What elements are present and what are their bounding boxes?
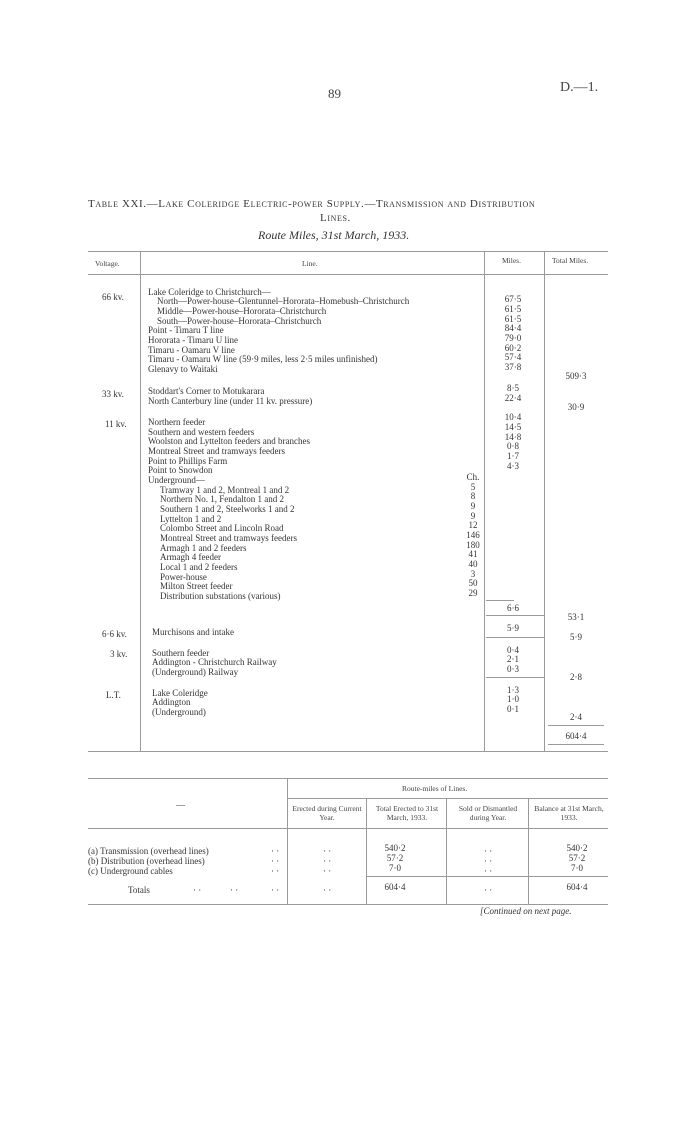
summary-row-label: (a) Transmission (overhead lines) xyxy=(88,846,209,856)
miles-cell: 14·8 xyxy=(504,432,522,442)
summary-row-label: (b) Distribution (overhead lines) xyxy=(88,856,205,866)
line-cell: Woolston and Lyttelton feeders and branches xyxy=(148,436,310,446)
line-cell: North—Power-house–Glentunnel–Hororata–Homebush–Christchurch xyxy=(157,296,410,306)
table-header-rule xyxy=(88,274,608,275)
total-erected-total-cell: 604·4 xyxy=(384,882,406,892)
erected-cell: · · xyxy=(323,856,332,866)
total-erected-cell: 540·2 xyxy=(384,843,406,853)
sold-dismantled-header: Sold or Dismantled during Year. xyxy=(458,804,518,822)
total-miles-header: Total Miles. xyxy=(552,256,589,265)
miles-cell: 61·5 xyxy=(504,304,522,314)
underground-miles: 6·6 xyxy=(507,603,519,613)
miles-cell: 1·3 xyxy=(507,685,519,695)
miles-cell: 2·1 xyxy=(507,654,519,664)
line-cell: Southern feeder xyxy=(152,648,210,658)
voltage-header: Voltage. xyxy=(95,259,120,268)
line-cell: Power-house xyxy=(160,572,207,582)
erected-total-cell: · · xyxy=(323,885,332,895)
voltage-cell: L.T. xyxy=(106,690,121,700)
total-miles-cell: 30·9 xyxy=(567,402,585,412)
grand-total-rule-bottom xyxy=(548,744,604,745)
erected-current-year-header: Erected during Current Year. xyxy=(292,804,362,822)
total-miles-cell: 5·9 xyxy=(570,632,582,642)
chains-cell: 146 xyxy=(466,530,480,540)
line-cell: Distribution substations (various) xyxy=(160,591,281,601)
miles-cell: 0·8 xyxy=(507,441,519,451)
total-miles-cell: 2·4 xyxy=(570,712,582,722)
chains-cell: 9 xyxy=(470,511,476,521)
miles-cell: 4·3 xyxy=(507,461,519,471)
grand-total-cell: 604·4 xyxy=(565,731,587,741)
page-number: 89 xyxy=(328,86,341,101)
summary-row-label: (c) Underground cables xyxy=(88,866,173,876)
miles-cell: 0·1 xyxy=(507,704,519,714)
line-cell: Lyttelton 1 and 2 xyxy=(160,514,222,524)
chains-cell: 40 xyxy=(468,559,478,569)
leader-dots: · · xyxy=(271,846,280,856)
total-erected-cell: 57·2 xyxy=(386,853,404,863)
miles-rule xyxy=(486,637,544,638)
total-miles-cell: 509·3 xyxy=(565,371,587,381)
voltage-cell: 6·6 kv. xyxy=(102,629,127,639)
table-bottom-rule xyxy=(88,751,608,752)
miles-cell: 61·5 xyxy=(504,314,522,324)
summary-top-rule xyxy=(88,778,608,779)
line-cell: Middle—Power-house–Hororata–Christchurch xyxy=(157,306,327,316)
miles-cell: 37·8 xyxy=(504,362,522,372)
balance-cell: 540·2 xyxy=(566,843,588,853)
chains-cell: 180 xyxy=(466,540,480,550)
leader-dots: · · xyxy=(271,866,280,876)
line-cell: Montreal Street and tramways feeders xyxy=(148,446,285,456)
balance-cell: 7·0 xyxy=(571,863,583,873)
miles-cell: 79·0 xyxy=(504,333,522,343)
line-header: Line. xyxy=(302,259,318,268)
line-cell: Addington - Christchurch Railway xyxy=(152,657,277,667)
line-cell: Timaru - Oamaru V line xyxy=(148,345,235,355)
continued-note: [Continued on next page. xyxy=(480,906,572,916)
balance-header: Balance at 31st March, 1933. xyxy=(534,804,604,822)
line-cell: Armagh 1 and 2 feeders xyxy=(160,543,247,553)
voltage-column-rule xyxy=(140,251,141,751)
erected-cell: · · xyxy=(323,866,332,876)
line-cell: Point to Snowdon xyxy=(148,465,213,475)
line-cell: Tramway 1 and 2, Montreal 1 and 2 xyxy=(160,485,290,495)
chains-cell: 12 xyxy=(468,520,478,530)
sold-cell: · · xyxy=(484,856,493,866)
leader-dots: · · xyxy=(193,885,202,895)
summary-col-rule xyxy=(446,798,447,904)
line-cell: Southern and western feeders xyxy=(148,427,255,437)
line-cell: Colombo Street and Lincoln Road xyxy=(160,523,284,533)
balance-cell: 57·2 xyxy=(568,853,586,863)
summary-group-rule xyxy=(287,798,608,799)
miles-cell: 0·4 xyxy=(507,645,519,655)
miles-cell: 1·7 xyxy=(507,451,519,461)
line-cell: Murchisons and intake xyxy=(152,627,234,637)
totals-label: Totals xyxy=(128,885,150,895)
line-cell: Lake Coleridge xyxy=(152,688,208,698)
document-reference: D.—1. xyxy=(560,80,599,95)
chains-cell: 41 xyxy=(468,549,478,559)
voltage-cell: 33 kv. xyxy=(102,389,124,399)
voltage-cell: 11 kv. xyxy=(105,419,127,429)
miles-cell: 14·5 xyxy=(504,422,522,432)
chains-cell: 8 xyxy=(470,491,476,501)
summary-sum-rule xyxy=(366,876,608,877)
line-cell: Milton Street feeder xyxy=(160,581,233,591)
grand-total-rule xyxy=(548,725,604,726)
line-cell: (Underground) xyxy=(152,707,206,717)
total-erected-cell: 7·0 xyxy=(389,863,401,873)
miles-cell: 10·4 xyxy=(504,412,522,422)
miles-cell: 57·4 xyxy=(504,352,522,362)
miles-cell: 22·4 xyxy=(504,393,522,403)
table-title-line2: Lines. xyxy=(320,212,351,224)
chains-sum-rule xyxy=(486,600,514,601)
summary-group-header: Route-miles of Lines. xyxy=(402,784,468,793)
leader-dots: · · xyxy=(271,856,280,866)
summary-bottom-rule xyxy=(88,904,608,905)
line-cell: Montreal Street and tramways feeders xyxy=(160,533,297,543)
table-top-rule xyxy=(88,251,608,252)
line-cell: Local 1 and 2 feeders xyxy=(160,562,238,572)
table-title: Table XXI.—Lake Coleridge Electric-power Supply.—Transmission and Distribution xyxy=(88,198,536,210)
line-cell: Northern feeder xyxy=(148,417,206,427)
sold-total-cell: · · xyxy=(484,885,493,895)
line-cell: Stoddart's Corner to Motukarara xyxy=(148,386,265,396)
total-miles-cell: 53·1 xyxy=(567,612,585,622)
total-erected-header: Total Erected to 31st March, 1933. xyxy=(375,804,439,822)
table-subtitle: Route Miles, 31st March, 1933. xyxy=(258,228,410,242)
miles-cell: 60·2 xyxy=(504,343,522,353)
miles-cell: 8·5 xyxy=(507,383,519,393)
miles-cell: 5·9 xyxy=(507,623,519,633)
chains-cell: 50 xyxy=(468,578,478,588)
line-cell: (Underground) Railway xyxy=(152,667,239,677)
miles-cell: 1·0 xyxy=(507,694,519,704)
chains-label: Ch. xyxy=(466,472,480,482)
voltage-cell: 66 kv. xyxy=(102,292,124,302)
line-cell: Timaru - Oamaru W line (59·9 miles, less 2·5 miles unfinished) xyxy=(148,354,378,364)
summary-label-rule xyxy=(287,778,288,904)
leader-dots: · · xyxy=(271,885,280,895)
chains-cell: 9 xyxy=(470,501,476,511)
line-cell: Northern No. 1, Fendalton 1 and 2 xyxy=(160,494,284,504)
miles-rule xyxy=(486,677,544,678)
miles-cell: 0·3 xyxy=(507,664,519,674)
summary-header-rule xyxy=(88,828,608,829)
summary-dash: — xyxy=(176,800,185,810)
line-cell: Point to Phillips Farm xyxy=(148,456,228,466)
line-cell: Lake Coleridge to Christchurch— xyxy=(148,287,271,297)
sold-cell: · · xyxy=(484,846,493,856)
balance-total-cell: 604·4 xyxy=(566,882,588,892)
line-cell: Hororata - Timaru U line xyxy=(148,335,238,345)
erected-cell: · · xyxy=(323,846,332,856)
line-cell: Addington xyxy=(152,697,191,707)
line-cell: Point - Timaru T line xyxy=(148,325,224,335)
line-cell: Southern 1 and 2, Steelworks 1 and 2 xyxy=(160,504,295,514)
line-cell: South—Power-house–Hororata–Christchurch xyxy=(157,316,322,326)
total-miles-cell: 2·8 xyxy=(570,672,582,682)
miles-cell: 84·4 xyxy=(504,323,522,333)
line-cell: North Canterbury line (under 11 kv. pressure) xyxy=(148,396,313,406)
miles-column-rule xyxy=(544,251,545,751)
sold-cell: · · xyxy=(484,866,493,876)
chains-cell: 29 xyxy=(468,588,478,598)
line-cell: Glenavy to Waitaki xyxy=(148,364,218,374)
summary-col-rule xyxy=(528,798,529,904)
line-cell: Armagh 4 feeder xyxy=(160,552,221,562)
miles-header: Miles. xyxy=(502,256,521,265)
chains-cell: 3 xyxy=(470,569,476,579)
line-cell: Underground— xyxy=(148,475,205,485)
summary-col-rule xyxy=(366,798,367,904)
chains-cell: 5 xyxy=(470,482,476,492)
miles-cell: 67·5 xyxy=(504,294,522,304)
leader-dots: · · xyxy=(230,885,239,895)
voltage-cell: 3 kv. xyxy=(110,649,128,659)
miles-subtotal-rule xyxy=(486,615,544,616)
